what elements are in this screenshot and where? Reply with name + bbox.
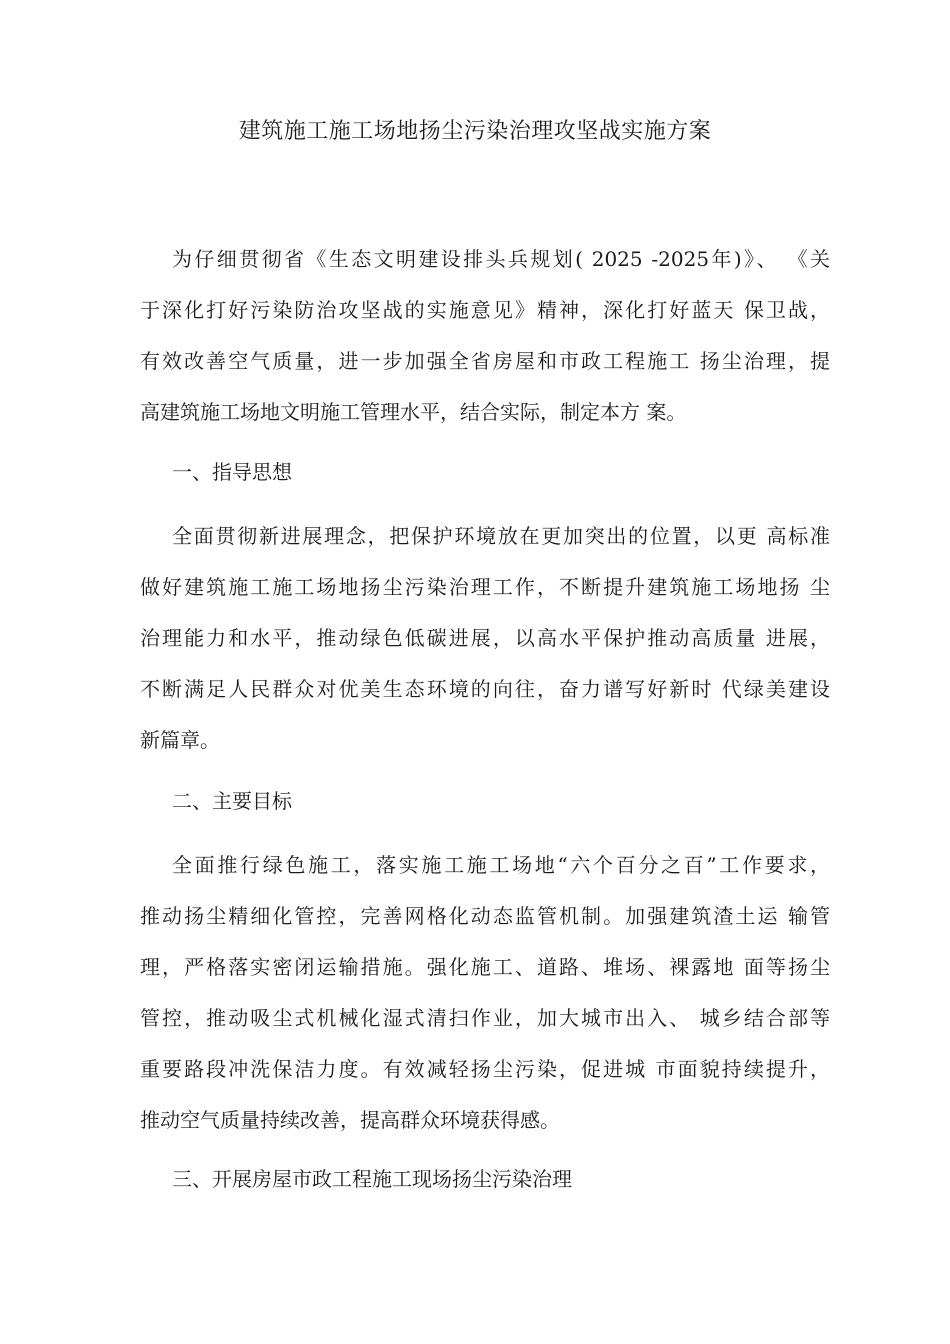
section-heading-2: 二、主要目标	[172, 789, 292, 813]
paragraph-2-line-5: 新篇章。	[140, 728, 220, 752]
paragraph-2-line-2: 做好建筑施工施工场地扬尘污染治理工作，不断提升建筑施工场地扬 尘	[140, 575, 830, 599]
paragraph-2-line-1: 全面贯彻新进展理念，把保护环境放在更加突出的位置，以更 高标准	[172, 524, 830, 548]
paragraph-3-line-6: 推动空气质量持续改善，提高群众环境获得感。	[140, 1108, 560, 1132]
paragraph-3-line-3: 理，严格落实密闭运输措施。强化施工、道路、堆场、裸露地 面等扬尘	[140, 955, 830, 979]
paragraph-1-line-1: 为仔细贯彻省《生态文明建设排头兵规划( 2025 -2025年)》、 《关	[172, 247, 830, 271]
paragraph-3-line-4: 管控，推动吸尘式机械化湿式清扫作业，加大城市出入、 城乡结合部等	[140, 1006, 830, 1030]
section-heading-3: 三、开展房屋市政工程施工现场扬尘污染治理	[172, 1167, 572, 1191]
document-title: 建筑施工施工场地扬尘污染治理攻坚战实施方案	[238, 119, 712, 144]
paragraph-1-line-3: 有效改善空气质量，进一步加强全省房屋和市政工程施工 扬尘治理，提	[140, 349, 830, 373]
paragraph-3-line-1: 全面推行绿色施工，落实施工施工场地“六个百分之百”工作要求，	[172, 853, 830, 877]
paragraph-1-line-2: 于深化打好污染防治攻坚战的实施意见》精神，深化打好蓝天 保卫战，	[140, 298, 830, 322]
paragraph-3-line-2: 推动扬尘精细化管控，完善网格化动态监管机制。加强建筑渣土运 输管	[140, 904, 830, 928]
paragraph-1-line-4: 高建筑施工场地文明施工管理水平，结合实际，制定本方 案。	[140, 400, 687, 424]
paragraph-3-line-5: 重要路段冲洗保洁力度。有效减轻扬尘污染，促进城 市面貌持续提升，	[140, 1057, 830, 1081]
paragraph-2-line-3: 治理能力和水平，推动绿色低碳进展，以高水平保护推动高质量 进展，	[140, 626, 830, 650]
paragraph-2-line-4: 不断满足人民群众对优美生态环境的向往，奋力谱写好新时 代绿美建设	[140, 677, 830, 701]
section-heading-1: 一、指导思想	[172, 460, 292, 484]
